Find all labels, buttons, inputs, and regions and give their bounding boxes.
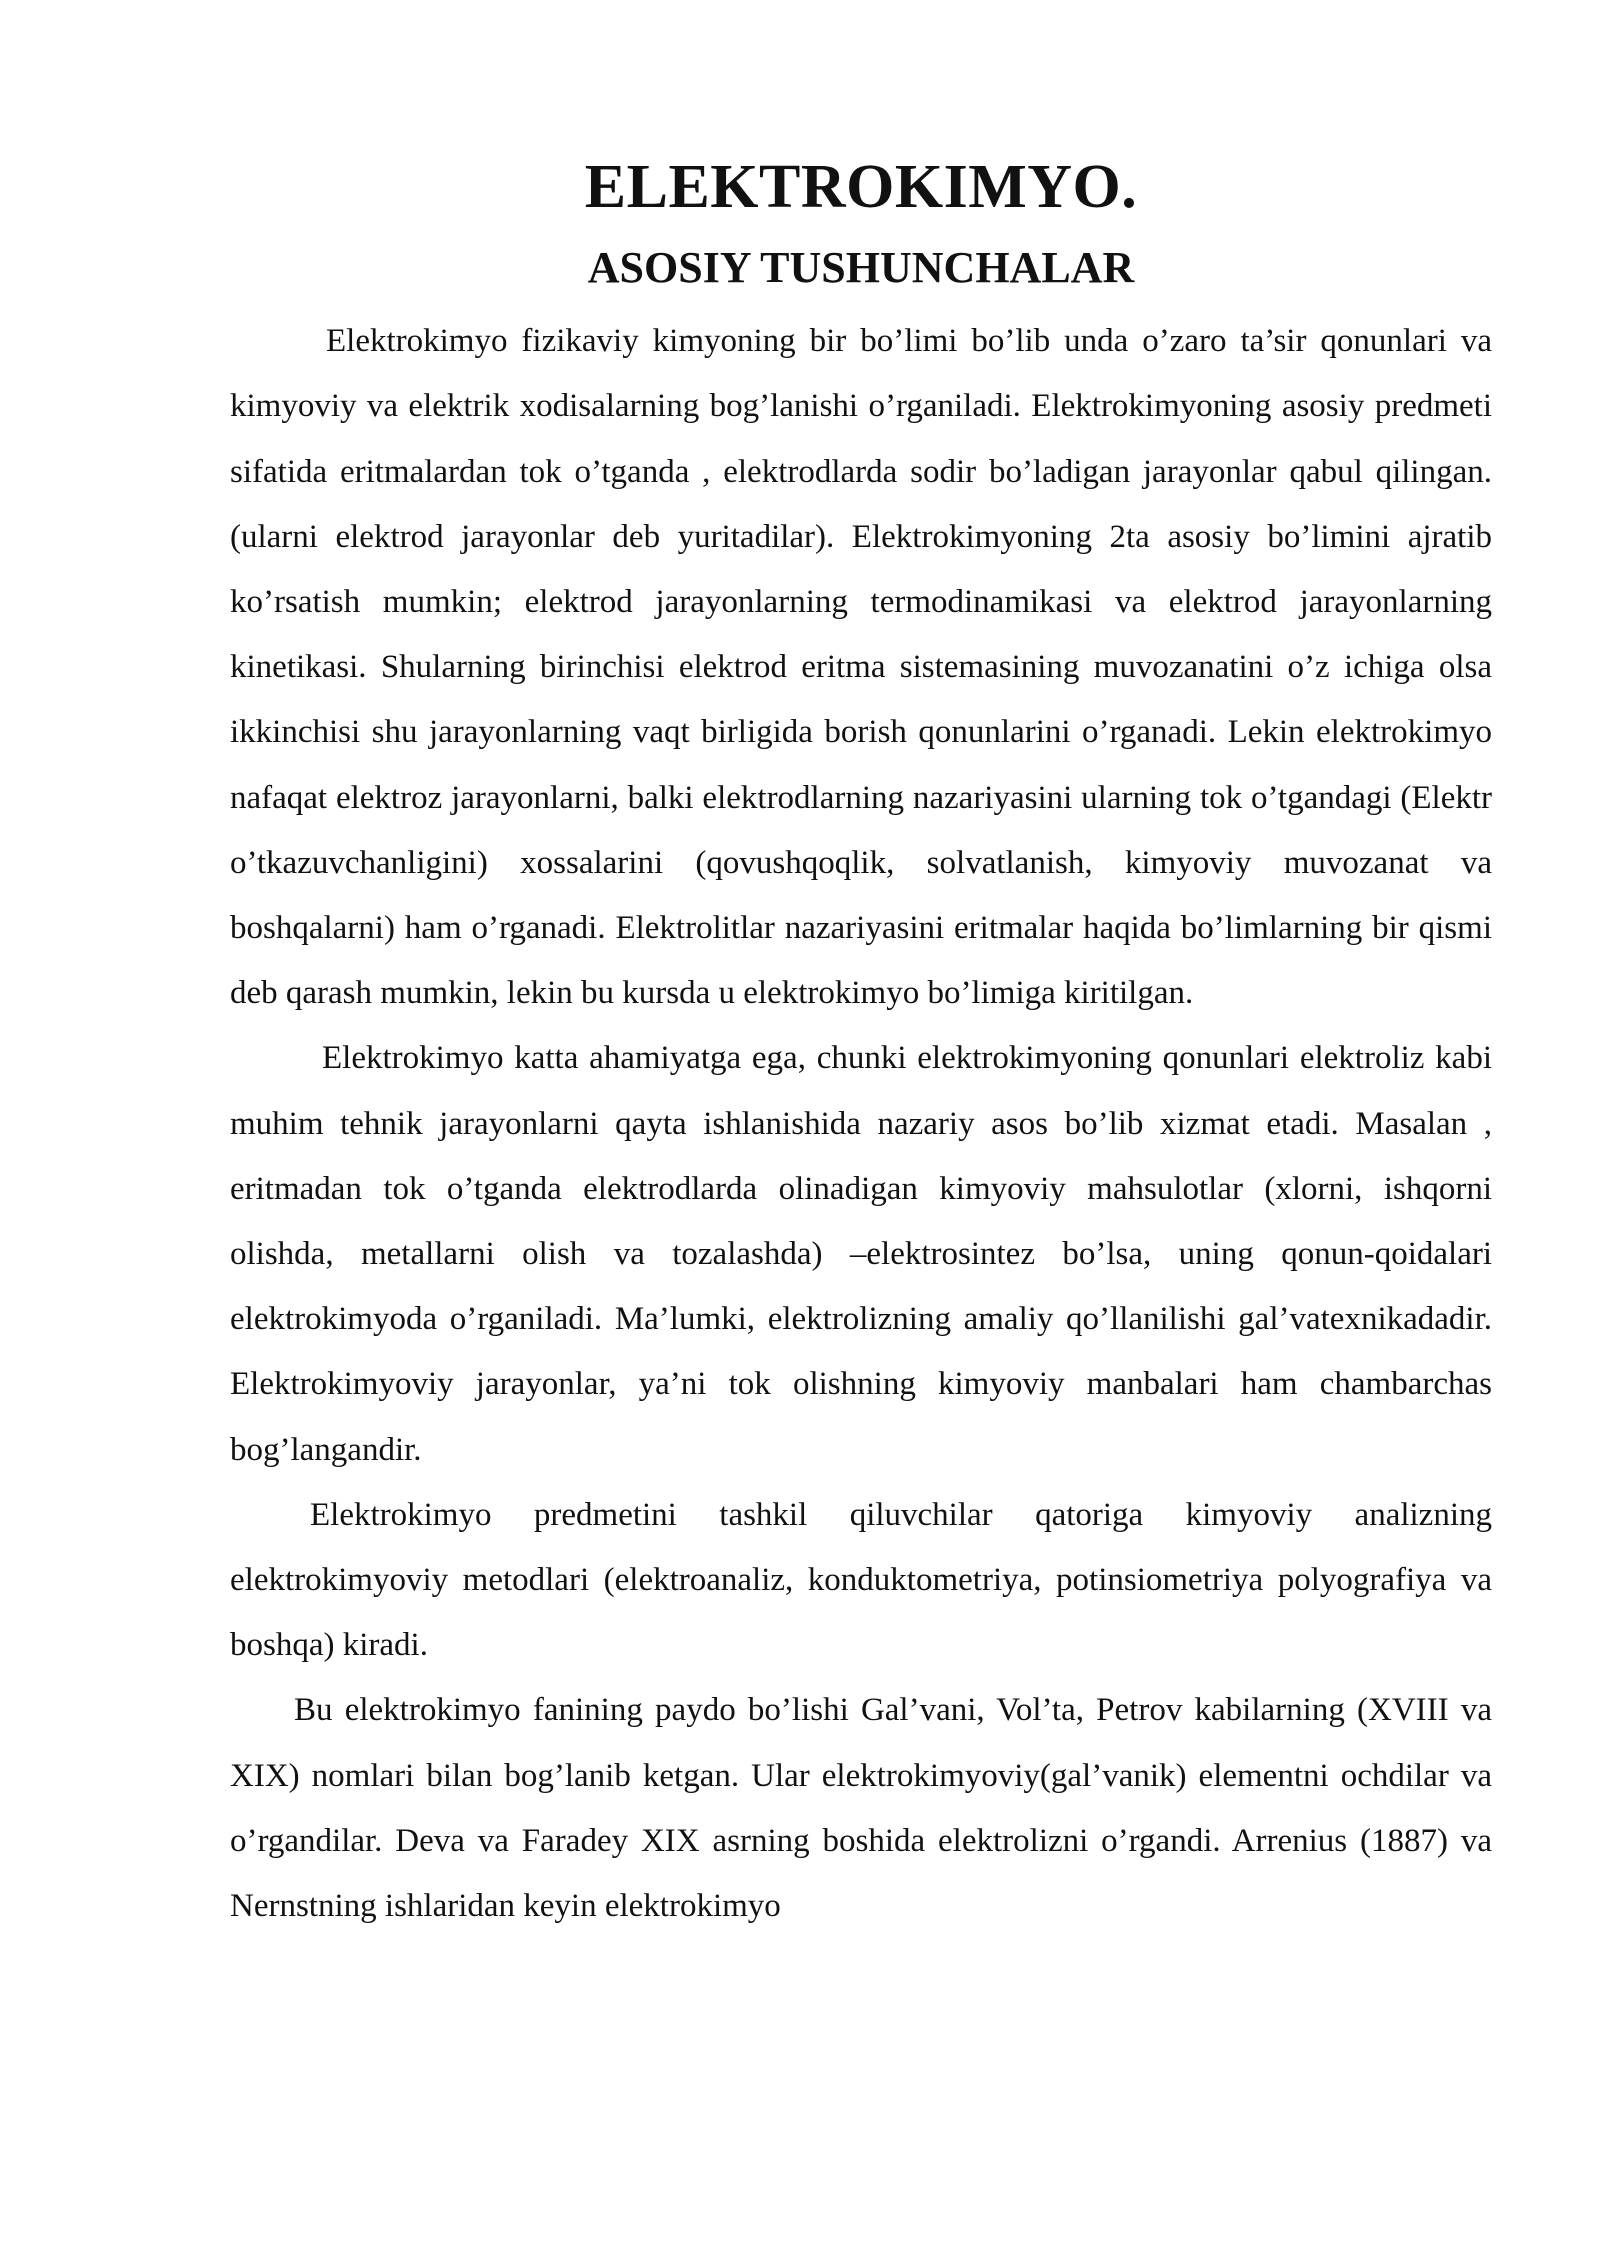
paragraph-4: Bu elektrokimyo fanining paydo bo’lishi Gal’vani, Vol’ta, Petrov kabilarning (XVIII va XIX) nomlari bilan bog’lanib ketgan. Ular elektrokimyoviy(gal’vanik) elementni ochdilar va o’rgandilar. Deva va Faradey XIX asrning boshida elektrolizni o’rgandi. Arrenius (1887) va Nernstning ishlaridan keyin elektrokimyo (230, 1692, 1492, 1925)
document-subtitle: ASOSIY TUSHUNCHALAR (587, 243, 1135, 293)
paragraph-1: Elektrokimyo fizikaviy kimyoning bir bo’limi bo’lib unda o’zaro ta’sir qonunlari va kimyoviy va elektrik xodisalarning bog’lanishi o’rganiladi. Elektrokimyoning asosiy predmeti sifatida eritmalardan tok o’tganda , elektrodlarda sodir bo’ladigan jarayonlar qabul qilingan.(ularni elektrod jarayonlar deb yuritadilar). Elektrokimyoning 2ta asosiy bo’limini ajratib ko’rsatish mumkin; elektrod jarayonlarning termodinamikasi va elektrod jarayonlarning kinetikasi. Shularning birinchisi elektrod eritma sistemasining muvozanatini o’z ichiga olsa ikkinchisi shu jarayonlarning vaqt birligida borish qonunlarini o’rganadi. Lekin elektrokimyo nafaqat elektroz jarayonlarni, balki elektrodlarning nazariyasini ularning tok o’tgandagi (Elektr o’tkazuvchanligini) xossalarini (qovushqoqlik, solvatlanish, kimyoviy muvozanat va boshqalarni) ham o’rganadi. Elektrolitlar nazariyasini eritmalar haqida bo’limlarning bir qismi deb qarash mumkin, lekin bu kursda u elektrokimyo bo’limiga kiritilgan. (230, 323, 1492, 1012)
paragraph-3: Elektrokimyo predmetini tashkil qiluvchilar qatoriga kimyoviy analizning elektrokimyoviy metodlari (elektroanaliz, konduktometriya, potinsiometriya polyografiya va boshqa) kiradi. (230, 1496, 1492, 1664)
paragraph-2: Elektrokimyo katta ahamiyatga ega, chunki elektrokimyoning qonunlari elektroliz kabi muhim tehnik jarayonlarni qayta ishlanishida nazariy asos bo’lib xizmat etadi. Masalan , eritmadan tok o’tganda elektrodlarda olinadigan kimyoviy mahsulotlar (xlorni, ishqorni olishda, metallarni olish va tozalashda) –elektrosintez bo’lsa, uning qonun-qoidalari elektrokimyoda o’rganiladi. Ma’lumki, elektrolizning amaliy qo’llanilishi gal’vatexnikadadir. Elektrokimyoviy jarayonlar, ya’ni tok olishning kimyoviy manbalari ham chambarchas bog’langandir. (230, 1040, 1492, 1468)
document-page (230, 150, 1492, 1939)
document-title: ELEKTROKIMYO. (584, 153, 1138, 221)
